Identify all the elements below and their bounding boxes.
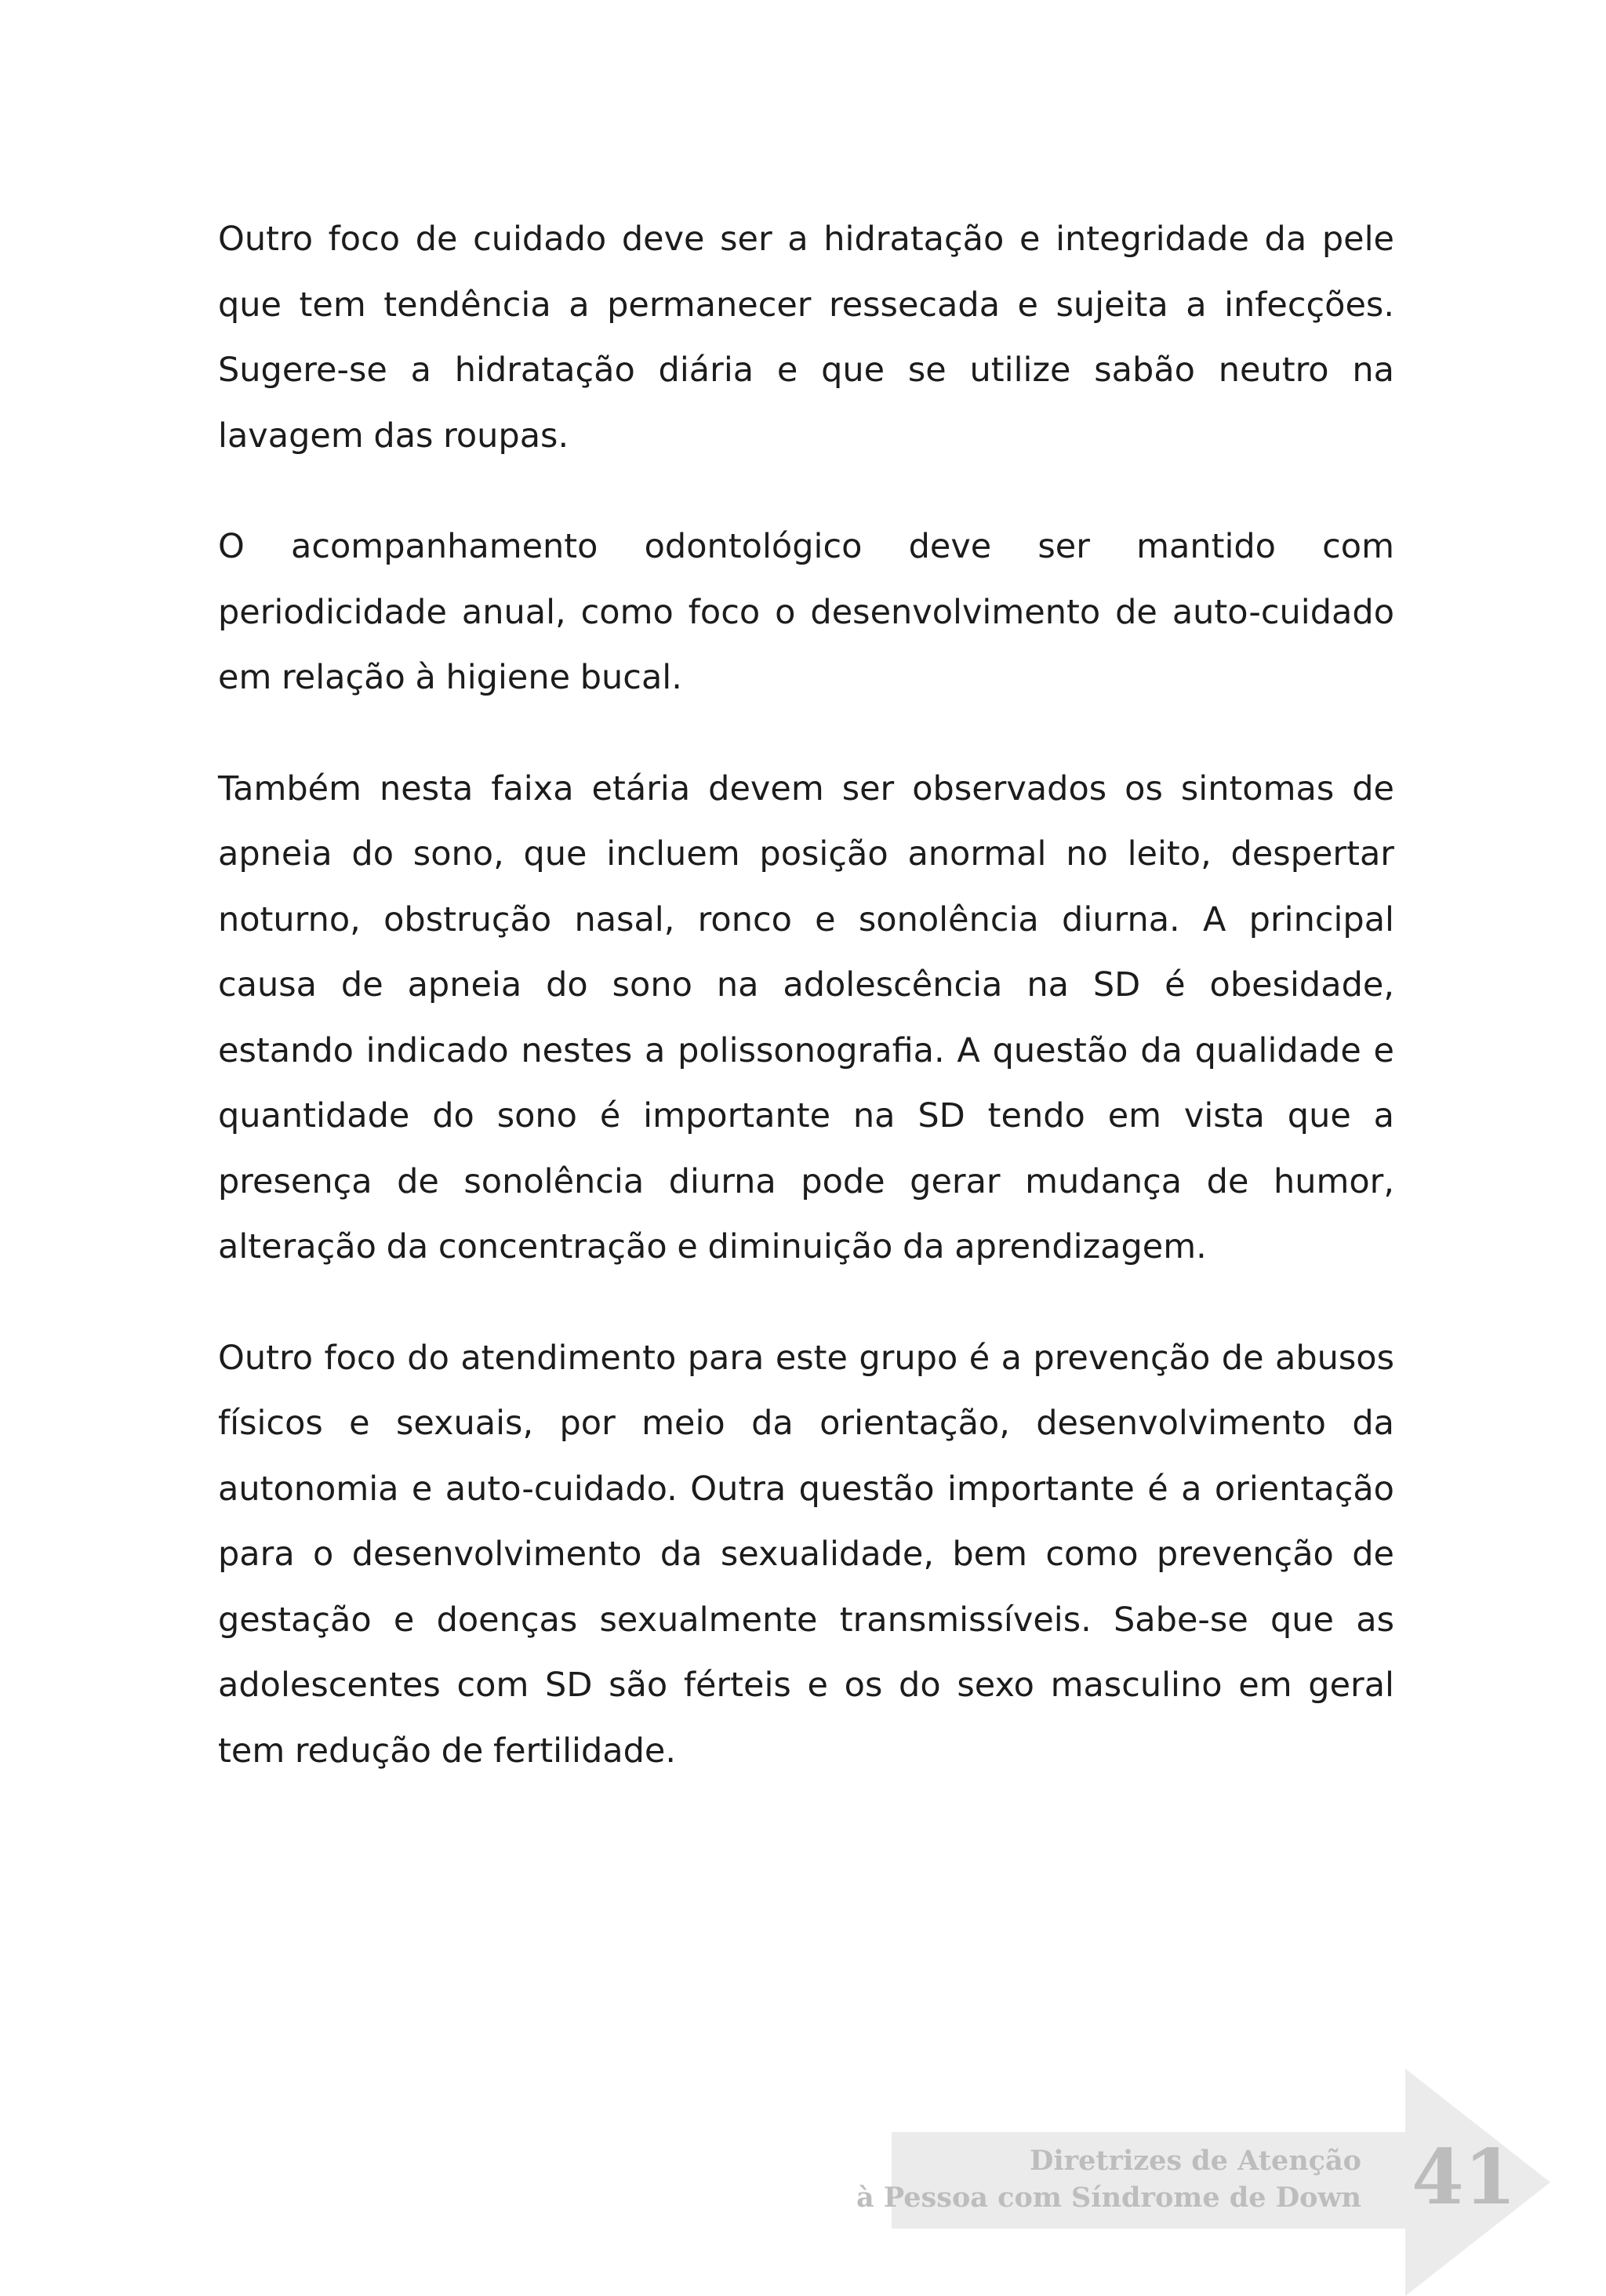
paragraph-skin-care: Outro foco de cuidado deve ser a hidratação e integridade da pele que tem tendência a permanecer ressecada e sujeita a infecções. Sugere-se a hidratação diária e que se utilize sabão neutro na lavagem das roupas. [218,220,1394,456]
footer-title [856,2142,1361,2216]
footer-title-line-2: à Pessoa com Síndrome de Down [856,2182,1361,2214]
paragraph-abuse-prevention: Outro foco do atendimento para este grupo é a prevenção de abusos físicos e sexuais, por meio da orientação, desenvolvimento da autonomia e auto-cuidado. Outra questão importante é a orientação para o desenvolvimento da sexualidade, bem como prevenção de gestação e doenças sexualmente transmissíveis. Sabe-se que as adolescentes com SD são férteis e os do sexo masculino em geral tem redução de fertilidade. [218,1338,1394,1771]
page-number: 41 [1412,2133,1517,2222]
body-text [218,207,1394,1784]
paragraph-dental-care: O acompanhamento odontológico deve ser mantido com periodicidade anual, como foco o desenvolvimento de auto-cuidado em relação à higiene bucal. [218,527,1394,697]
footer-title-line-1: Diretrizes de Atenção [1030,2145,1361,2177]
paragraph-sleep-apnea: Também nesta faixa etária devem ser observados os sintomas de apneia do sono, que incluem posição anormal no leito, despertar noturno, obstrução nasal, ronco e sonolência diurna. A principal causa de apneia do sono na adolescência na SD é obesidade, estando indicado nestes a polissonografia. A questão da qualidade e quantidade do sono é importante na SD tendo em vista que a presença de sonolência diurna pode gerar mudança de humor, alteração da concentração e diminuição da aprendizagem. [218,768,1394,1266]
